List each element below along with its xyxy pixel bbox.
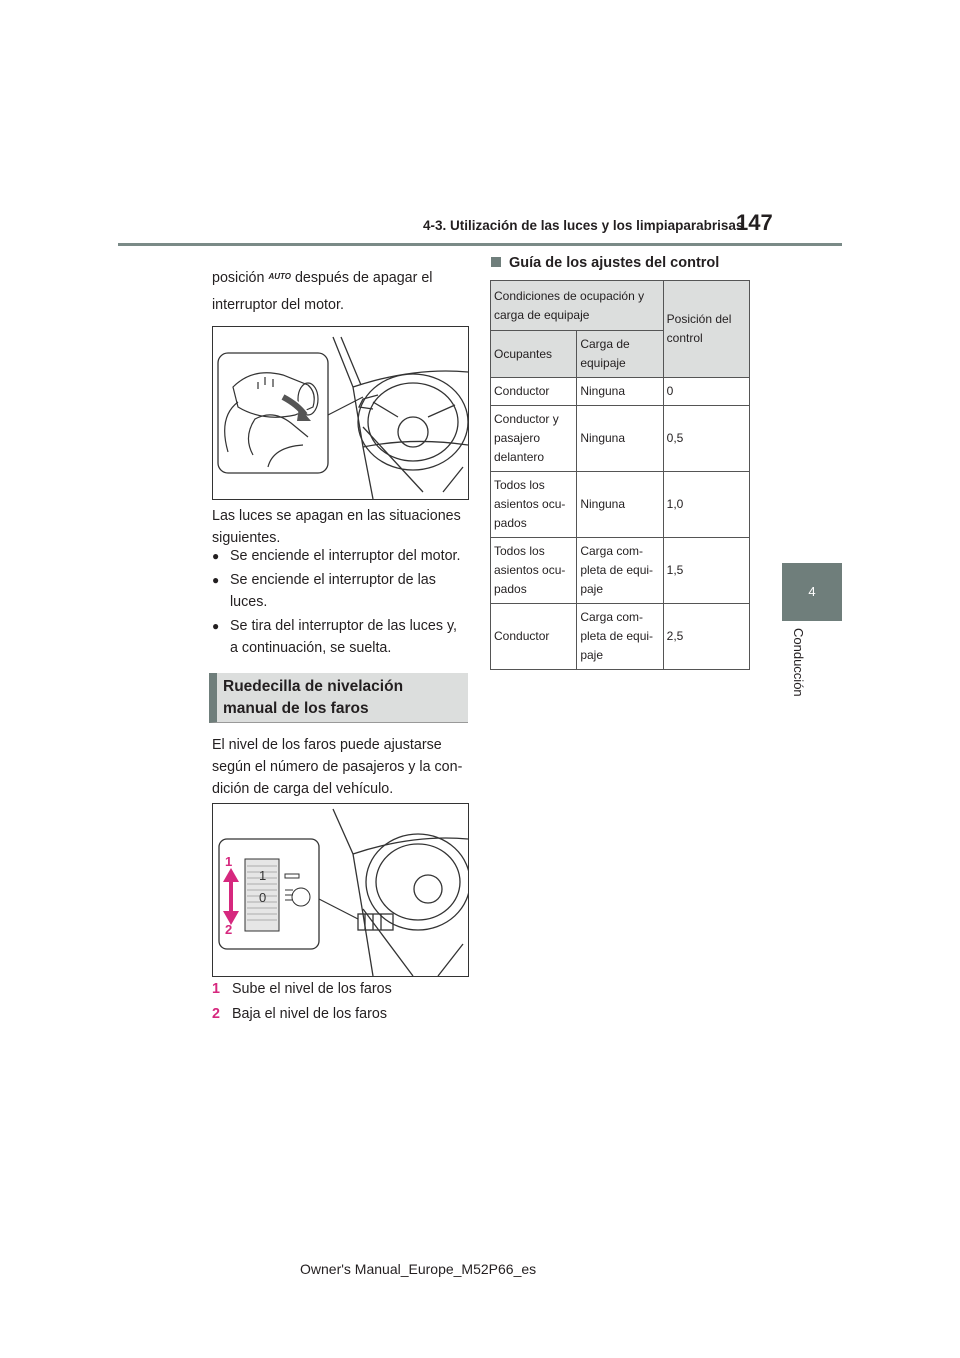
table-subheading xyxy=(491,255,719,271)
cell-line: Conductor y xyxy=(494,412,559,426)
header-occupants: Ocupantes xyxy=(491,331,577,378)
heading-line-2: manual de los faros xyxy=(223,700,369,717)
header-position-line-2: control xyxy=(666,331,703,345)
cell-occupants xyxy=(491,538,577,604)
bullet-item-1 xyxy=(212,545,460,567)
para1-line-1: Las luces se apagan en las situaciones xyxy=(212,508,461,524)
table-row xyxy=(491,472,750,538)
cell-line: Todos los xyxy=(494,478,545,492)
cell-line: pleta de equi- xyxy=(580,563,654,577)
cell-line: delantero xyxy=(494,450,545,464)
cell-line: paje xyxy=(580,582,604,596)
intro-line-2: interruptor del motor. xyxy=(212,297,344,313)
header-conditions-line-1: Condiciones de ocupación y xyxy=(494,288,645,303)
header-load-line-1: Carga de xyxy=(580,337,630,351)
cell-load xyxy=(577,538,663,604)
section-heading-leveling xyxy=(209,673,468,723)
square-bullet-icon xyxy=(491,257,501,267)
table-row xyxy=(491,406,750,472)
cell-line: Carga com- xyxy=(580,610,644,624)
header-conditions-line-2: carga de equipaje xyxy=(494,307,590,322)
callout-item-2-text: Baja el nivel de los faros xyxy=(232,1006,387,1022)
cell-position: 1,5 xyxy=(663,538,749,604)
headlight-switch-drawing xyxy=(213,327,468,499)
table-subheading-text: Guía de los ajustes del control xyxy=(509,255,720,271)
cell-line: pasajero xyxy=(494,431,541,445)
header-position xyxy=(663,281,749,378)
intro-prefix: posición xyxy=(212,270,265,286)
table-row xyxy=(491,378,750,406)
intro-line-1 xyxy=(212,266,433,289)
bullet-3-text-line-1: Se tira del interruptor de las luces y, xyxy=(230,618,458,634)
bullet-2-text-line-1: Se enciende el interruptor de las xyxy=(230,572,436,588)
callout-2: 2 xyxy=(225,922,233,937)
table-row xyxy=(491,538,750,604)
leveling-guide-table xyxy=(490,280,750,670)
cell-load xyxy=(577,604,663,670)
callout-item-1-text: Sube el nivel de los faros xyxy=(232,981,392,997)
leveling-dial-drawing xyxy=(213,804,468,976)
table-row xyxy=(491,604,750,670)
header-conditions xyxy=(491,281,664,331)
chapter-tab-label: Conducción xyxy=(791,628,806,697)
cell-load: Ninguna xyxy=(577,472,663,538)
chapter-tab: 4 xyxy=(782,563,842,621)
leveling-dial-illustration xyxy=(212,803,469,977)
bullet-item-2 xyxy=(212,569,436,613)
cell-line: pados xyxy=(494,516,527,530)
cell-line: Todos los xyxy=(494,544,545,558)
bullet-2-text-line-2: luces. xyxy=(230,594,268,610)
page-number: 147 xyxy=(736,210,773,235)
bullet-item-3 xyxy=(212,615,457,659)
callout-item-2-number: 2 xyxy=(212,1006,220,1022)
callout-item-1-number: 1 xyxy=(212,981,220,997)
callout-item-2 xyxy=(212,1003,387,1025)
dial-marking-0: 0 xyxy=(259,890,267,905)
cell-position: 0,5 xyxy=(663,406,749,472)
cell-position: 0 xyxy=(663,378,749,406)
header-load-line-2: equipaje xyxy=(580,356,626,370)
cell-load: Ninguna xyxy=(577,378,663,406)
footer-manual-id: Owner's Manual_Europe_M52P66_es xyxy=(300,1261,537,1277)
para2-line-2: según el número de pasajeros y la con- xyxy=(212,759,463,775)
cell-line: Carga com- xyxy=(580,544,644,558)
cell-line: pados xyxy=(494,582,527,596)
cell-line: pleta de equi- xyxy=(580,629,654,643)
dial-marking-1: 1 xyxy=(259,868,267,883)
cell-line: paje xyxy=(580,648,604,662)
auto-icon: AUTO xyxy=(268,272,291,281)
cell-occupants: Conductor xyxy=(491,378,577,406)
callout-item-1 xyxy=(212,978,392,1000)
cell-line: asientos ocu- xyxy=(494,563,566,577)
bullet-3-text-line-2: a continuación, se suelta. xyxy=(230,640,392,656)
section-title: 4-3. Utilización de las luces y los limpiaparabrisas xyxy=(423,218,744,233)
headlight-switch-illustration xyxy=(212,326,469,500)
callout-1: 1 xyxy=(225,854,233,869)
header-position-line-1: Posición del xyxy=(666,312,732,326)
cell-position: 2,5 xyxy=(663,604,749,670)
cell-occupants xyxy=(491,406,577,472)
cell-load: Ninguna xyxy=(577,406,663,472)
cell-line: asientos ocu- xyxy=(494,497,566,511)
intro-suffix: después de apagar el xyxy=(294,270,433,286)
header-load xyxy=(577,331,663,378)
header-rule xyxy=(118,243,842,246)
bullet-1-text: Se enciende el interruptor del motor. xyxy=(230,548,461,564)
cell-position: 1,0 xyxy=(663,472,749,538)
cell-occupants xyxy=(491,472,577,538)
cell-occupants: Conductor xyxy=(491,604,577,670)
para1-line-2: siguientes. xyxy=(212,530,281,546)
para2-line-3: dición de carga del vehículo. xyxy=(212,781,394,797)
para2-line-1: El nivel de los faros puede ajustarse xyxy=(212,737,442,753)
heading-line-1: Ruedecilla de nivelación xyxy=(223,678,404,695)
